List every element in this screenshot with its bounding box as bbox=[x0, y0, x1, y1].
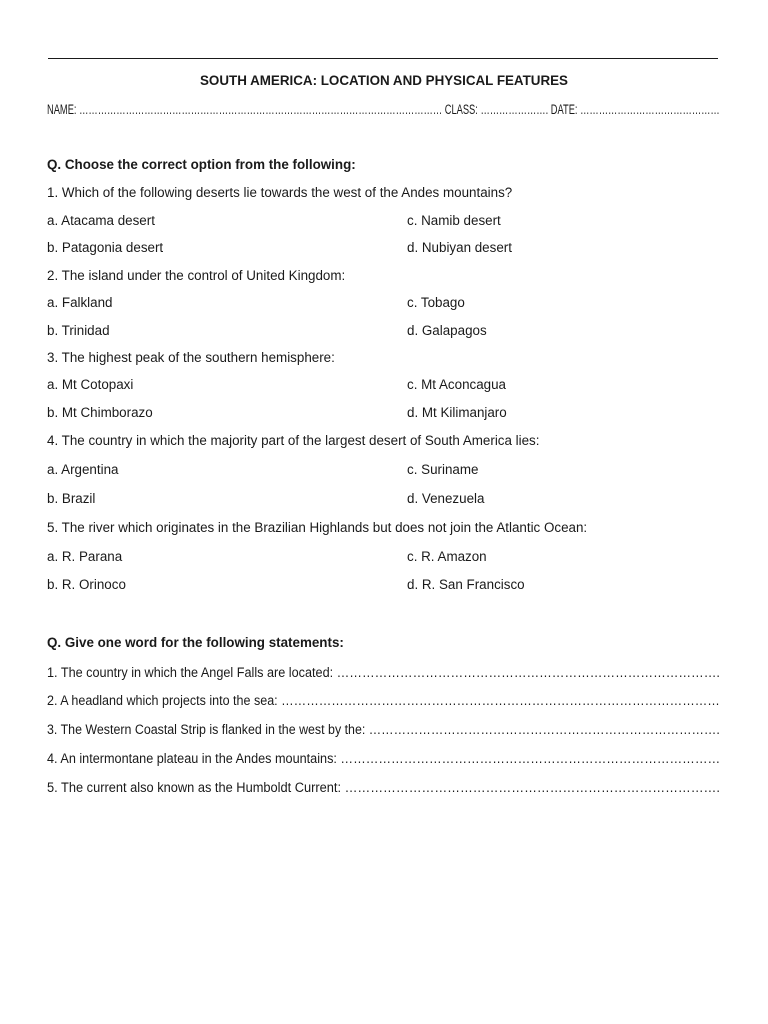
mcq-question-3: 3. The highest peak of the southern hemisphere: bbox=[47, 350, 335, 365]
student-info-line: NAME: ……………………………………………………………………………………………………… CLASS: …………………. DATE: ……………………………………… bbox=[47, 102, 720, 117]
mcq-5-option-c: c. R. Amazon bbox=[407, 549, 487, 564]
mcq-5-option-b: b. R. Orinoco bbox=[47, 577, 126, 592]
mcq-2-option-d: d. Galapagos bbox=[407, 323, 487, 338]
mcq-3-option-a: a. Mt Cotopaxi bbox=[47, 377, 134, 392]
one-word-item-1: 1. The country in which the Angel Falls are located: ………………………………………………………………………………. bbox=[47, 665, 720, 680]
mcq-2-option-c: c. Tobago bbox=[407, 295, 465, 310]
mcq-2-option-a: a. Falkland bbox=[47, 295, 113, 310]
mcq-4-option-c: c. Suriname bbox=[407, 462, 479, 477]
top-divider bbox=[48, 58, 718, 59]
mcq-3-option-b: b. Mt Chimborazo bbox=[47, 405, 153, 420]
mcq-1-option-a: a. Atacama desert bbox=[47, 213, 155, 228]
mcq-1-option-b: b. Patagonia desert bbox=[47, 240, 164, 255]
mcq-1-option-c: c. Namib desert bbox=[407, 213, 501, 228]
worksheet-title: SOUTH AMERICA: LOCATION AND PHYSICAL FEATURES bbox=[200, 73, 568, 88]
one-word-item-2: 2. A headland which projects into the sea: …………………………………………………………………………………………… bbox=[47, 693, 720, 708]
mcq-question-1: 1. Which of the following deserts lie towards the west of the Andes mountains? bbox=[47, 185, 513, 200]
mcq-section-heading: Q. Choose the correct option from the following: bbox=[47, 157, 356, 172]
one-word-section-heading: Q. Give one word for the following statements: bbox=[47, 635, 344, 650]
one-word-item-4: 4. An intermontane plateau in the Andes mountains: ……………………………………………………………………………… bbox=[47, 751, 721, 766]
mcq-4-option-a: a. Argentina bbox=[47, 462, 119, 477]
mcq-4-option-b: b. Brazil bbox=[47, 491, 96, 506]
mcq-3-option-c: c. Mt Aconcagua bbox=[407, 377, 506, 392]
mcq-5-option-d: d. R. San Francisco bbox=[407, 577, 525, 592]
mcq-2-option-b: b. Trinidad bbox=[47, 323, 110, 338]
one-word-item-5: 5. The current also known as the Humboldt Current: ……………………………………………………………………………. bbox=[47, 780, 720, 795]
mcq-question-4: 4. The country in which the majority part of the largest desert of South America lies: bbox=[47, 433, 540, 448]
mcq-3-option-d: d. Mt Kilimanjaro bbox=[407, 405, 507, 420]
mcq-question-5: 5. The river which originates in the Brazilian Highlands but does not join the Atlantic Ocean: bbox=[47, 520, 588, 535]
mcq-4-option-d: d. Venezuela bbox=[407, 491, 485, 506]
mcq-1-option-d: d. Nubiyan desert bbox=[407, 240, 512, 255]
one-word-item-3: 3. The Western Coastal Strip is flanked in the west by the: …………………………………………………………………………. bbox=[47, 722, 720, 737]
mcq-question-2: 2. The island under the control of United Kingdom: bbox=[47, 268, 346, 283]
mcq-5-option-a: a. R. Parana bbox=[47, 549, 123, 564]
